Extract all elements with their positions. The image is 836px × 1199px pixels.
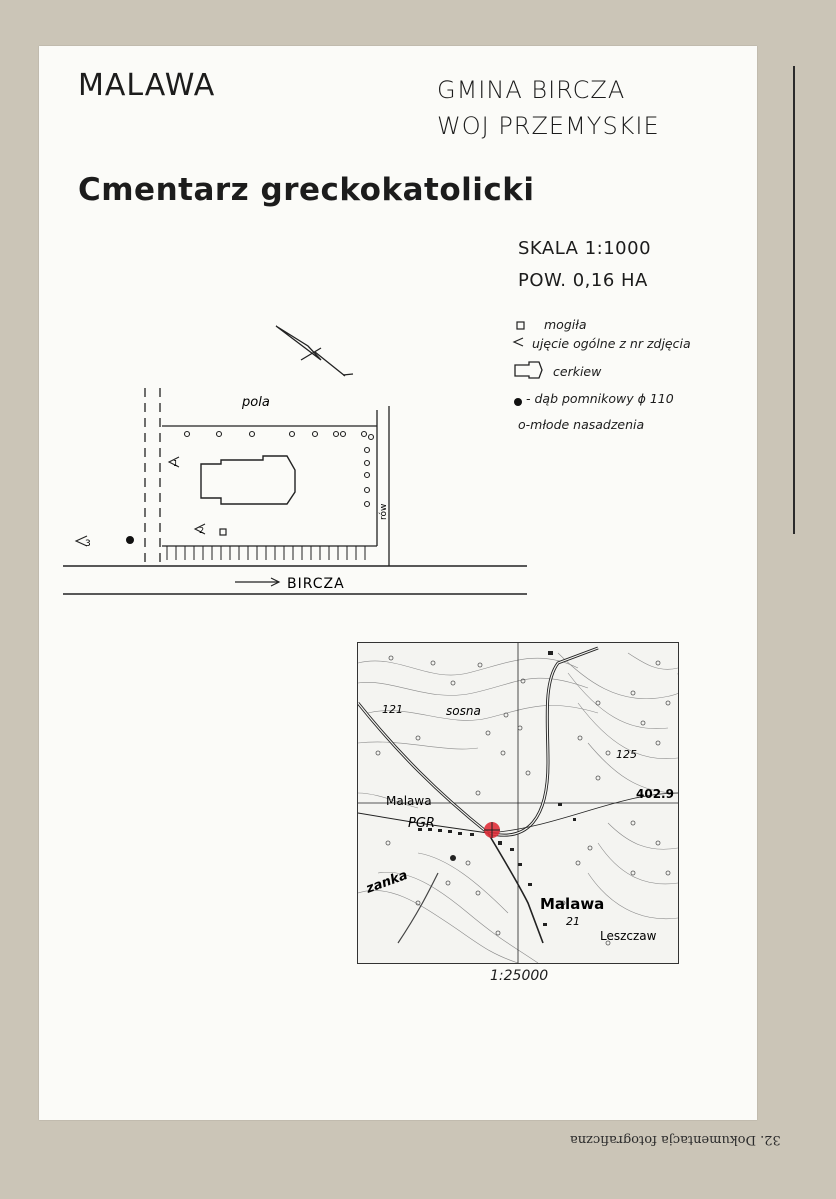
cemetery-marker [484, 822, 500, 838]
fence-ticks [167, 546, 365, 560]
site-plan [55, 320, 535, 610]
legend-photo: ujęcie ogólne z nr zdjęcia [532, 336, 691, 351]
voivodeship-name: WOJ PRZEMYSKIE [437, 112, 660, 140]
road-label: BIRCZA [287, 576, 345, 592]
plan-scale: SKALA 1:1000 [518, 238, 652, 259]
ditch-label: rów [379, 503, 389, 520]
map-scale: 1:25000 [490, 968, 549, 984]
road-direction-arrow [235, 578, 279, 586]
topographic-map [357, 642, 679, 964]
place-name: MALAWA [78, 68, 216, 103]
map-label-malawa-upper: Malawa [386, 794, 432, 808]
map-label-sosna: sosna [446, 704, 481, 718]
legend-church: cerkiew [553, 364, 602, 379]
legend-oak: - dąb pomnikowy ϕ 110 [526, 391, 674, 406]
grave [220, 529, 226, 535]
map-label-leszczaw: Leszczaw [600, 929, 657, 943]
north-arrow [276, 326, 353, 376]
map-height-4029: 402.9 [636, 787, 674, 801]
margin-line [793, 66, 795, 534]
photo-number-3: 3 [85, 539, 91, 549]
map-height-121: 121 [382, 703, 403, 716]
photo-number-2: 2 [199, 526, 205, 535]
page-footer: 32. Dokumentacja fotograficzna [570, 1132, 781, 1147]
young-trees [185, 432, 374, 507]
page-title: Cmentarz greckokatolicki [78, 172, 535, 208]
legend-grave: mogiła [544, 317, 587, 332]
photo-number-1: 1 [173, 459, 179, 468]
monument-oak [126, 536, 134, 544]
map-height-21: 21 [566, 915, 580, 928]
map-graphic [358, 643, 678, 963]
fields-label: pola [242, 395, 270, 410]
map-height-125: 125 [616, 748, 637, 761]
legend-young: o-młode nasadzenia [518, 417, 645, 432]
plan-area: POW. 0,16 HA [518, 270, 648, 291]
map-label-pgr: PGR [408, 816, 435, 831]
map-label-malawa-lower: Malawa [540, 895, 605, 913]
map-label-zanka: zanka [364, 867, 410, 897]
gmina-name: GMINA BIRCZA [437, 76, 626, 104]
buildings [418, 651, 576, 926]
church-outline [201, 456, 295, 504]
